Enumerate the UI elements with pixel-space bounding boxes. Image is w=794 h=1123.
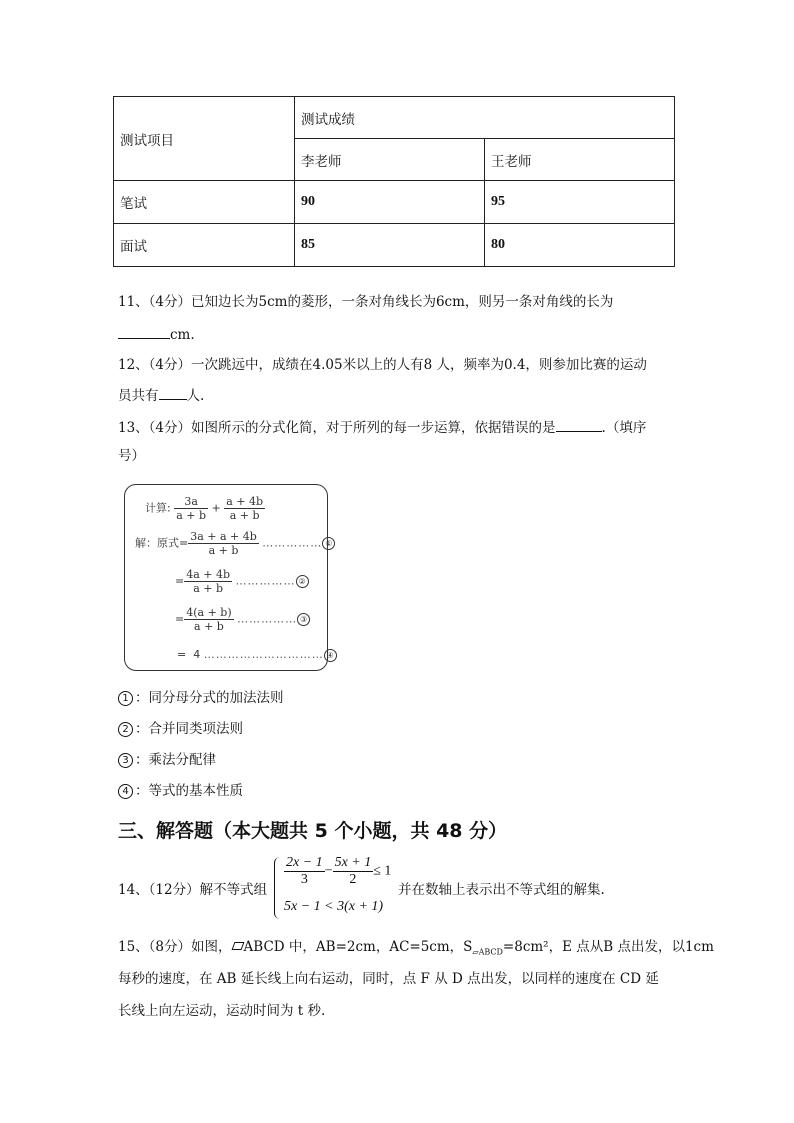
q13-option-1: 1 ：同分母分式的加法法则 [118,688,284,708]
q13-answer-blank[interactable] [556,417,602,432]
q13-suffix: .（填序 [601,420,647,436]
step-mark-2: ② [296,575,309,588]
row-label: 面试 [114,224,295,267]
q12-prefix: 员共有 [118,388,159,404]
step1-frac: $\frac{3a + a + 4b}{a + b}$ [190,530,257,557]
q11-line2 [118,324,195,345]
header-teacher-li: 李老师 [295,139,485,181]
calc-expression [145,495,265,522]
system-brace [274,857,283,919]
q13-prefix: 13、（4分）如图所示的分式化简，对于所列的每一步运算，依据错误的是 [118,420,556,436]
calc-step-1: 解：原式= $\frac{3a + a + 4b}{a + b}$ …………… ① [135,530,335,557]
header-score-cell: 测试成绩 [295,97,675,139]
calc-step-3: = $\frac{4(a + b)}{a + b}$ …………… ③ [175,606,310,633]
q13-line2: 号） [118,448,145,464]
row-wang-score: 80 [485,224,675,267]
q14-prefix: 14、（12分）解不等式组 [118,882,268,898]
calc-frac2: $\frac{a + 4b}{a + b}$ [226,495,264,522]
q13-option-2: 2 ：合并同类项法则 [118,719,243,739]
q14-suffix: 并在数轴上表示出不等式组的解集. [398,882,605,898]
header-teacher-wang: 王老师 [485,139,675,181]
header-item-cell: 测试项目 [114,97,295,181]
section-heading: 三、解答题（本大题共 5 个小题，共 48 分） [118,820,508,842]
inequality-1: $\frac{2x - 1}{3}$ − $\frac{5x + 1}{2}$ ≤ 1 [286,855,392,887]
solve-label: 解：原式= [135,536,189,550]
q11-answer-blank[interactable] [118,324,170,339]
score-table [113,96,675,267]
step-mark-4: ④ [324,649,337,662]
row-wang-score: 95 [485,181,675,224]
step3-frac: $\frac{4(a + b)}{a + b}$ [186,606,232,633]
inequality-2: 5x − 1 < 3(x + 1) [284,899,384,914]
row-label: 笔试 [114,181,295,224]
q12-line2 [118,385,204,406]
row-li-score: 90 [295,181,485,224]
q12-answer-blank[interactable] [159,385,187,400]
calc-step-2: = $\frac{4a + 4b}{a + b}$ …………… ② [175,568,309,595]
q11-unit: cm. [170,327,195,343]
q13-option-3: 3 ：乘法分配律 [118,750,216,770]
calculation-card [124,484,334,671]
inequality-system [272,855,402,921]
calc-label: 计算: [145,501,171,515]
calc-step-4: = 4 ………………………… ④ [177,648,337,662]
q12-line1: 12、（4分）一次跳远中，成绩在4.05米以上的人有8 人，频率为0.4，则参加比赛的运动 [118,357,647,373]
area-subscript: ▱ABCD [472,947,503,957]
q13-line1 [118,417,646,438]
step-mark-1: ① [322,537,335,550]
parallelogram-icon [231,942,244,950]
q15-line3: 长线上向左运动，运动时间为 t 秒. [118,1003,326,1019]
q12-suffix: 人. [186,388,205,404]
calc-frac1: $\frac{3a}{a + b}$ [176,495,207,522]
q13-option-4: 4 ：等式的基本性质 [118,781,243,801]
table-row [114,181,675,224]
step2-frac: $\frac{4a + 4b}{a + b}$ [186,568,231,595]
q15-line2: 每秒的速度，在 AB 延长线上向右运动，同时，点 F 从 D 点出发，以同样的速度在 CD 延 [118,971,659,987]
q15-line1: 15、（8分）如图， ABCD 中，AB=2cm，AC=5cm，$S_{▱ABCD}=8cm^2$，E 点从B 点出发，以1cm [118,939,714,957]
table-row [114,224,675,267]
step-mark-3: ③ [297,613,310,626]
q11-line1: 11、（4分）已知边长为5cm的菱形，一条对角线长为6cm，则另一条对角线的长为 [118,294,614,310]
plus-sign: + [211,501,221,515]
row-li-score: 85 [295,224,485,267]
